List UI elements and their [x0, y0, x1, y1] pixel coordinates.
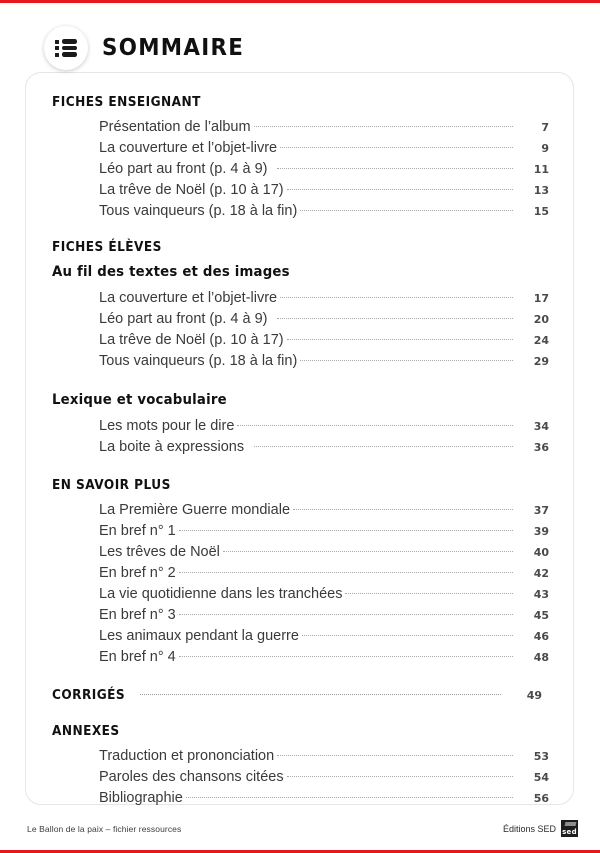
toc-entry-page: 54: [533, 771, 549, 784]
section-entries: [52, 500, 549, 668]
toc-entry[interactable]: [99, 647, 549, 668]
toc-entry-page: 42: [533, 567, 549, 580]
toc-entry-label: En bref n° 2: [99, 565, 176, 581]
dot-leader: [179, 572, 513, 573]
toc-entry[interactable]: [99, 416, 549, 437]
list-icon-badge: [44, 26, 88, 70]
toc-entry-page: 56: [533, 792, 549, 805]
toc-entry-label: Traduction et prononciation: [99, 748, 275, 764]
toc-entry[interactable]: [99, 330, 549, 351]
dot-leader: [277, 168, 513, 169]
section-fiches-enseignant: [52, 93, 549, 222]
top-red-rule: [0, 0, 600, 3]
section-entries: [52, 117, 549, 222]
sed-logo-text: sed: [562, 828, 577, 836]
section-entries: [52, 746, 549, 809]
list-icon: [55, 40, 77, 57]
toc-entry[interactable]: [99, 746, 549, 767]
toc-entry-label: En bref n° 3: [99, 607, 176, 623]
dot-leader: [223, 551, 513, 552]
dot-leader: [237, 425, 513, 426]
dot-leader: [300, 210, 513, 211]
toc-entry-page: 24: [533, 334, 549, 347]
toc-entry-label: Léo part au front (p. 4 à 9): [99, 161, 268, 177]
toc-entry-label: La Première Guerre mondiale: [99, 502, 291, 518]
section-en-savoir-plus: [52, 476, 549, 668]
toc-entry-page: 39: [533, 525, 549, 538]
dot-leader: [254, 446, 513, 447]
dot-leader: [179, 530, 513, 531]
toc-entry-page: 37: [533, 504, 549, 517]
section-heading: ANNEXES: [52, 723, 120, 739]
toc-entry[interactable]: [99, 437, 549, 458]
toc-entry-page: 13: [533, 184, 549, 197]
dot-leader: [345, 593, 513, 594]
toc-entry-page: 34: [533, 420, 549, 433]
toc-entry[interactable]: [99, 605, 549, 626]
sommaire-header: [44, 26, 255, 70]
toc-entry[interactable]: [99, 542, 549, 563]
dot-leader: [277, 755, 513, 756]
table-of-contents: [52, 93, 549, 809]
toc-entry[interactable]: [99, 201, 549, 222]
toc-entry-page: 29: [533, 355, 549, 368]
toc-entry[interactable]: [99, 500, 549, 521]
section-entries: [52, 416, 549, 458]
footer-title: Le Ballon de la paix – fichier ressources: [27, 823, 182, 834]
toc-entry-page: 11: [533, 163, 549, 176]
toc-entry-label: Paroles des chansons citées: [99, 769, 284, 785]
toc-entry-page: 36: [533, 441, 549, 454]
toc-entry-label: La trêve de Noël (p. 10 à 17): [99, 332, 284, 348]
dot-leader: [280, 297, 513, 298]
dot-leader: [179, 614, 513, 615]
footer-publisher-group: [503, 820, 578, 837]
toc-entry-page: 49: [526, 689, 542, 702]
toc-entry-label: La couverture et l’objet-livre: [99, 290, 278, 306]
toc-entry-label: Les mots pour le dire: [99, 418, 235, 434]
toc-entry-label: La boite à expressions: [99, 439, 245, 455]
section-corriges: [52, 686, 542, 704]
section-entries: [52, 288, 549, 372]
page-title: SOMMAIRE: [102, 35, 245, 61]
section-annexes: [52, 722, 549, 809]
section-heading: FICHES ÉLÈVES: [52, 239, 162, 255]
toc-entry[interactable]: [99, 788, 549, 809]
toc-entry[interactable]: [99, 159, 549, 180]
dot-leader: [254, 126, 513, 127]
toc-entry-label: Tous vainqueurs (p. 18 à la fin): [99, 353, 298, 369]
sed-logo-icon: [561, 820, 578, 837]
dot-leader: [287, 189, 513, 190]
toc-entry[interactable]: [99, 138, 549, 159]
toc-entry[interactable]: [99, 563, 549, 584]
dot-leader: [300, 360, 513, 361]
toc-entry-page: 40: [533, 546, 549, 559]
toc-entry[interactable]: [99, 521, 549, 542]
dot-leader: [287, 339, 513, 340]
toc-entry-label: Tous vainqueurs (p. 18 à la fin): [99, 203, 298, 219]
dot-leader: [280, 147, 513, 148]
section-lexique-vocabulaire: [52, 390, 549, 458]
toc-entry-label: La vie quotidienne dans les tranchées: [99, 586, 343, 602]
toc-entry-page: 7: [541, 121, 549, 134]
toc-entry[interactable]: [99, 351, 549, 372]
toc-entry-label: En bref n° 4: [99, 649, 176, 665]
dot-leader: [293, 509, 513, 510]
toc-entry-label: Bibliographie: [99, 790, 183, 806]
section-fiches-eleves: [52, 238, 549, 372]
toc-entry-page: 9: [541, 142, 549, 155]
footer-publisher: Éditions SED: [502, 823, 556, 834]
dot-leader: [186, 797, 513, 798]
toc-entry-label: Léo part au front (p. 4 à 9): [99, 311, 268, 327]
section-heading: EN SAVOIR PLUS: [52, 477, 171, 493]
toc-entry[interactable]: [99, 288, 549, 309]
toc-entry-label: Les trêves de Noël: [99, 544, 220, 560]
toc-entry-page: 20: [533, 313, 549, 326]
toc-entry[interactable]: [99, 309, 549, 330]
dot-leader: [277, 318, 513, 319]
toc-entry[interactable]: [99, 626, 549, 647]
dot-leader: [179, 656, 513, 657]
toc-entry-page: 17: [533, 292, 549, 305]
toc-entry-page: 46: [533, 630, 549, 643]
section-heading: CORRIGÉS: [52, 687, 126, 703]
toc-entry[interactable]: [99, 767, 549, 788]
section-subheading: Au fil des textes et des images: [52, 264, 290, 280]
page-footer: [27, 820, 578, 837]
toc-entry[interactable]: [99, 117, 549, 138]
toc-entry[interactable]: [99, 180, 549, 201]
toc-entry-label: La couverture et l’objet-livre: [99, 140, 278, 156]
toc-entry-page: 53: [533, 750, 549, 763]
toc-entry[interactable]: [99, 584, 549, 605]
toc-entry-label: Présentation de l’album: [99, 119, 251, 135]
toc-entry-page: 45: [533, 609, 549, 622]
toc-entry-label: En bref n° 1: [99, 523, 176, 539]
section-subheading: Lexique et vocabulaire: [52, 392, 227, 408]
toc-entry[interactable]: [52, 686, 542, 704]
toc-entry-label: Les animaux pendant la guerre: [99, 628, 299, 644]
dot-leader: [140, 694, 501, 695]
toc-entry-page: 43: [533, 588, 549, 601]
toc-entry-page: 48: [533, 651, 549, 664]
toc-entry-page: 15: [533, 205, 549, 218]
section-heading: FICHES ENSEIGNANT: [52, 94, 201, 110]
dot-leader: [287, 776, 513, 777]
toc-entry-label: La trêve de Noël (p. 10 à 17): [99, 182, 284, 198]
dot-leader: [302, 635, 513, 636]
